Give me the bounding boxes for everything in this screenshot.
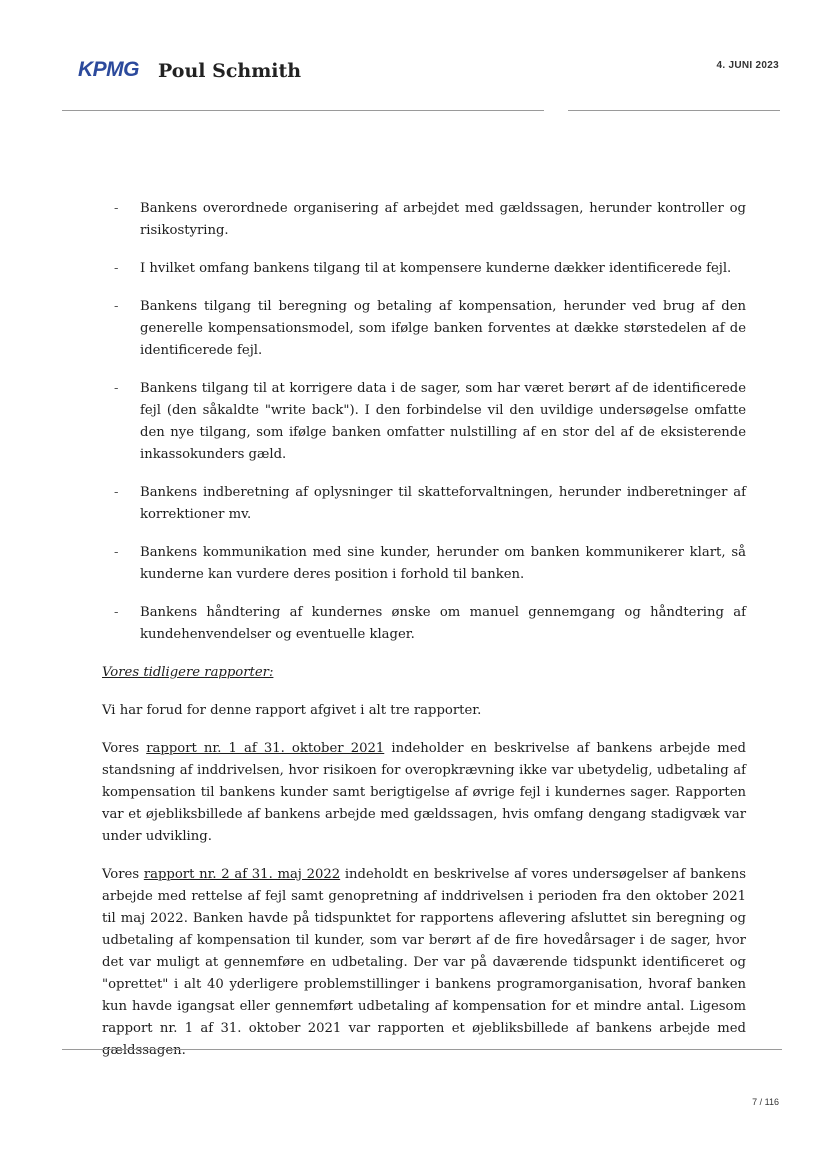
header-divider-right [568, 110, 780, 111]
page-number: 7 / 116 [752, 1097, 779, 1107]
report2-text: indeholdt en beskrivelse af vores undersøgelser af bankens arbejde med rettelse af fejl samt genopretning af inddrivelsen i perioden fra den oktober 2021 til maj 2022. Banken havde på tidspunktet for rapportens aflevering afsluttet sin beregning og udbetaling af kompensation til kunder, som var berørt af de fire hovedårsager i de sager, hvor det var muligt at gennemføre en udbetaling. Der var på daværende tidspunkt identificeret og "oprettet" i alt 40 yderligere problemstillinger i bankens programorganisation, hvoraf banken kun havde igangsat eller gennemført udbetaling af kompensation for et mindre antal. Ligesom rapport nr. 1 af 31. oktober 2021 var rapporten et øjebliksbillede af bankens arbejde med gældssagen. [102, 867, 746, 1058]
intro-paragraph: Vi har forud for denne rapport afgivet i alt tre rapporter. [102, 703, 482, 718]
list-item-text: Bankens håndtering af kundernes ønske om manuel gennemgang og håndtering af kundehenvendelser og eventuelle klager. [140, 605, 746, 642]
list-item [102, 296, 746, 362]
list-item [102, 602, 746, 646]
list-item-text: Bankens indberetning af oplysninger til skatteforvaltningen, herunder indberetninger af korrektioner mv. [140, 485, 746, 522]
kpmg-logo: KPMG [78, 58, 139, 81]
report1-reference: rapport nr. 1 af 31. oktober 2021 [146, 741, 385, 756]
list-item-text: Bankens tilgang til beregning og betaling af kompensation, herunder ved brug af den generelle kompensationsmodel, som ifølge banken forventes at dække størstedelen af de identificerede fejl. [140, 299, 746, 358]
list-item [102, 482, 746, 526]
report2-paragraph [102, 864, 746, 1062]
document-date: 4. JUNI 2023 [716, 60, 779, 71]
bullet-marker: - [114, 261, 119, 276]
header-divider-left [62, 110, 544, 111]
report2-reference: rapport nr. 2 af 31. maj 2022 [143, 867, 341, 882]
report2-prefix: Vores [102, 867, 144, 882]
section-heading: Vores tidligere rapporter: [102, 665, 274, 680]
bullet-marker: - [114, 299, 119, 314]
bullet-marker: - [114, 201, 119, 216]
bullet-marker: - [114, 545, 119, 560]
list-item [102, 378, 746, 466]
bullet-marker: - [114, 605, 119, 620]
footer-divider [62, 1049, 782, 1050]
list-item [102, 258, 746, 280]
bullet-marker: - [114, 485, 119, 500]
list-item-text: Bankens tilgang til at korrigere data i de sager, som har været berørt af de identificerede fejl (den såkaldte "write back"). I den forbindelse vil den uvildige undersøgelse omfatte den nye tilgang, som ifølge banken omfatter nulstilling af en stor del af de eksisterende inkassokunders gæld. [140, 381, 746, 462]
report1-prefix: Vores [102, 741, 147, 756]
list-item [102, 198, 746, 242]
list-item [102, 542, 746, 586]
firm-name: Poul Schmith [158, 60, 302, 82]
document-body [102, 198, 746, 1078]
list-item-text: I hvilket omfang bankens tilgang til at kompensere kunderne dækker identificerede fejl. [140, 261, 732, 276]
report1-paragraph [102, 738, 746, 848]
list-item-text: Bankens kommunikation med sine kunder, herunder om banken kommunikerer klart, så kunderne kan vurdere deres position i forhold til banken. [140, 545, 746, 582]
report1-text: indeholder en beskrivelse af bankens arbejde med standsning af inddrivelsen, hvor risikoen for overopkrævning ikke var ubetydelig, udbetaling af kompensation til bankens kunder samt berigtigelse af øvrige fejl i kundernes sager. Rapporten var et øjebliksbillede af bankens arbejde med gældssagen, hvis omfang dengang stadigvæk var under udvikling. [102, 741, 746, 844]
list-item-text: Bankens overordnede organisering af arbejdet med gældssagen, herunder kontroller og risikostyring. [140, 201, 746, 238]
bullet-marker: - [114, 381, 119, 396]
